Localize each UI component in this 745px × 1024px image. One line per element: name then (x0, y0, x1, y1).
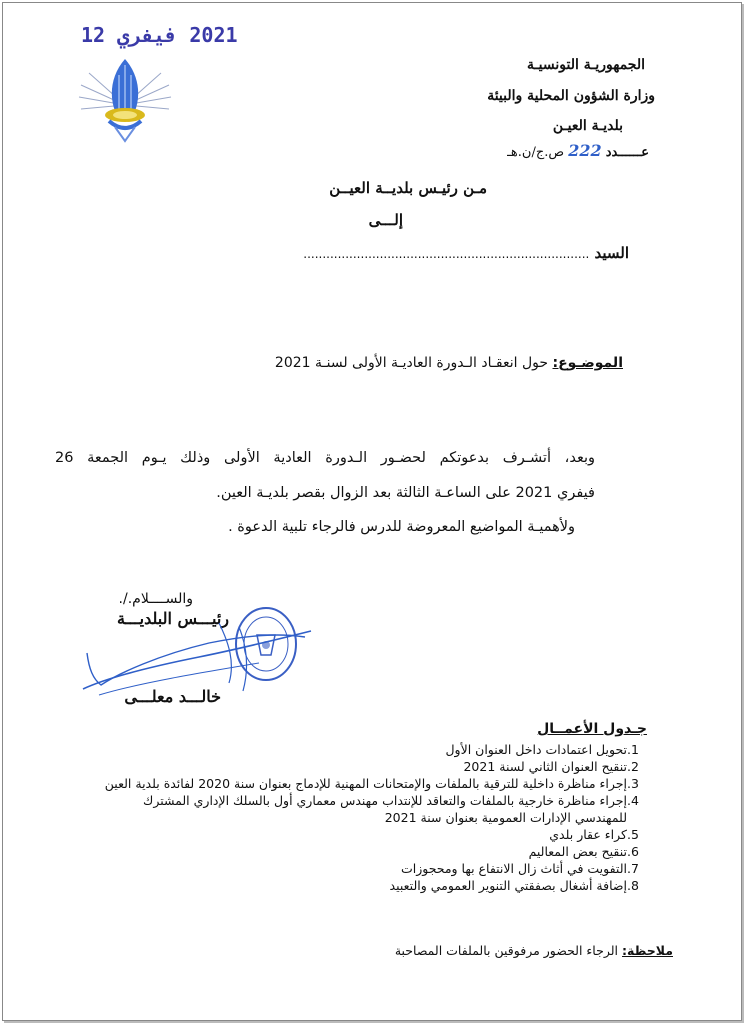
agenda-item-text: تنقيح بعض المعاليم (528, 844, 627, 859)
subject-label: الموضـوع: (552, 355, 623, 371)
date-stamp: 2021 فيفري 12 (81, 23, 238, 47)
agenda-item-text: تحويل اعتمادات داخل العنوان الأول (445, 742, 627, 757)
agenda-item-number: 3. (627, 776, 639, 791)
agenda-item-text: التفويت في أثاث زال الانتفاع بها ومحجوزات (400, 861, 627, 876)
agenda-item-text: تنقيح العنوان الثاني لسنة 2021 (463, 759, 627, 774)
document-page (2, 2, 742, 1021)
from-line: مـن رئيـس بلديــة العيــن (329, 179, 487, 197)
closing-text: والســــلام./. (118, 591, 193, 607)
agenda-item-number: 7. (627, 861, 639, 876)
agenda-item (23, 792, 643, 809)
mister-label: السيد (594, 244, 629, 262)
agenda-item-number: 1. (627, 742, 639, 757)
header-municipality: بلديـة العيـن (552, 118, 623, 134)
reference-suffix: ص.ج/ن.هـ (507, 145, 565, 160)
agenda-item (23, 826, 643, 843)
header-republic: الجمهوريـة التونسيـة (527, 57, 645, 73)
note-text: الرجاء الحضور مرفوقين بالملفات المصاحبة (394, 943, 619, 958)
note-label: ملاحظة: (622, 943, 673, 958)
header-reference (507, 141, 649, 160)
subject-text: حول انعقـاد الـدورة العاديـة الأولى لسنـة 2021 (274, 355, 549, 371)
municipality-logo (75, 55, 175, 145)
agenda-item-continuation: للمهندسي الإدارات العمومية بعنوان سنة 2021 (384, 810, 627, 825)
header-ministry: وزارة الشؤون المحلية والبيئة (487, 88, 655, 104)
agenda-item (23, 741, 643, 758)
agenda-item-number: 6. (627, 844, 639, 859)
reference-label: عــــــدد (605, 145, 649, 160)
agenda-item-number: 2. (627, 759, 639, 774)
agenda-list (23, 741, 643, 894)
signature-title: رئيـــس البلديـــة (117, 609, 229, 628)
agenda-item-number: 8. (627, 878, 639, 893)
body-line-3: ولأهميـة المواضيع المعروضة للدرس فالرجاء تلبية الدعوة . (228, 519, 575, 535)
to-line: إلـــى (368, 211, 403, 229)
agenda-item-text: كراء عقار بلدي (549, 827, 627, 842)
reference-number: 222 (568, 141, 602, 160)
agenda-item-number: 4. (627, 793, 639, 808)
agenda-item (23, 877, 643, 894)
addressee-dots: ........................................................................... (303, 247, 590, 261)
subject-line (275, 355, 623, 371)
addressee-line (303, 243, 629, 262)
agenda-item-text: إجراء مناظرة داخلية للترقية بالملفات والإمتحانات المهنية للإدماج بعنوان سنة 2020 لفائدة بلدية العين (104, 776, 627, 791)
agenda-item (23, 758, 643, 775)
agenda-item (23, 843, 643, 860)
agenda-item-text: إجراء مناظرة خارجية بالملفات والتعاقد للإنتداب مهندس معماري أول بالسلك الإداري المشترك (143, 793, 627, 808)
body-line-1: وبعد، أتشـرف بدعوتكم لحضـور الـدورة العادية الأولى وذلك يـوم الجمعة 26 (55, 450, 595, 466)
signatory-name: خالـــد معلـــى (124, 687, 221, 706)
agenda-item (23, 775, 643, 792)
body-line-2: فيفري 2021 على الساعـة الثالثة بعد الزوال بقصر بلديـة العين. (216, 485, 595, 501)
agenda-item (23, 860, 643, 877)
agenda-item-number: 5. (627, 827, 639, 842)
agenda-title: جـدول الأعمــال (537, 721, 647, 737)
note-line (395, 943, 673, 958)
agenda-item-text: إضافة أشغال بصفقتي التنوير العمومي والتعبيد (389, 878, 627, 893)
